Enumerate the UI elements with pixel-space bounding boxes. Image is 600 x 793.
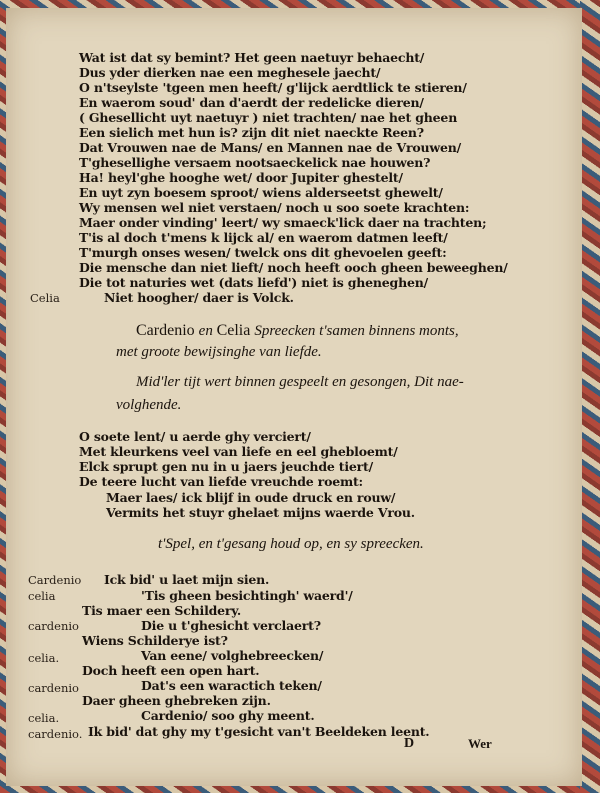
- stage-direction: Cardenio en Celia Spreecken t'samen binnens monts,: [136, 322, 459, 339]
- dialogue-line: Tis maer een Schildery.: [82, 603, 242, 618]
- verse-line: Dus yder dierken nae een meghesele jaecht/: [79, 65, 381, 80]
- speaker-cardenio: Cardenio: [28, 573, 82, 587]
- song-line: Elck sprupt gen nu in u jaers jeuchde tiert/: [79, 459, 373, 474]
- verse-line: T'murgh onses wesen/ twelck ons dit ghevoelen geeft:: [79, 245, 447, 260]
- dialogue-line: Doch heeft een open hart.: [82, 663, 260, 678]
- dialogue-line: Van eene/ volghebreecken/: [141, 648, 324, 663]
- song-line: De teere lucht van liefde vreuchde roemt:: [79, 474, 363, 489]
- dialogue-line: 'Tis gheen besichtingh' waerd'/: [141, 588, 353, 603]
- stage-direction: t'Spel, en t'gesang houd op, en sy spreecken.: [158, 536, 424, 552]
- verse-line: En waerom soud' dan d'aerdt der redelicke dieren/: [79, 95, 424, 110]
- verse-line: Die mensche dan niet lieft/ noch heeft ooch gheen beweeghen/: [79, 260, 508, 275]
- stage-direction: volghende.: [116, 397, 182, 413]
- dialogue-line: Niet hoogher/ daer is Volck.: [104, 290, 294, 305]
- speaker-cardenio: cardenio.: [28, 727, 83, 741]
- dialogue-line: Ick bid' u laet mijn sien.: [104, 572, 270, 587]
- speaker-celia: Celia: [30, 291, 60, 305]
- dialogue-line: Ik bid' dat ghy my t'gesicht van't Beeldeken leent.: [88, 724, 430, 739]
- speaker-celia: celia.: [28, 651, 60, 665]
- verse-line: Maer onder vinding' leert/ wy smaeck'lick daer na trachten;: [79, 215, 487, 230]
- verse-line: O n'tseylste 'tgeen men heeft/ g'lijck aerdtlick te stieren/: [79, 80, 467, 95]
- speaker-cardenio: cardenio: [28, 619, 79, 633]
- signature-mark: D: [404, 736, 415, 751]
- song-line: Maer laes/ ick blijf in oude druck en rouw/: [106, 490, 396, 505]
- verse-line: Wy mensen wel niet verstaen/ noch u soo soete krachten:: [79, 200, 470, 215]
- dialogue-line: Dat's een waractich teken/: [141, 678, 322, 693]
- marbled-edge-right: [580, 0, 600, 793]
- stage-direction: met groote bewijsinghe van liefde.: [116, 344, 322, 360]
- speaker-cardenio: cardenio: [28, 681, 79, 695]
- verse-line: Wat ist dat sy bemint? Het geen naetuyr behaecht/: [79, 50, 425, 65]
- book-page: [6, 8, 582, 786]
- stage-direction: Mid'ler tijt wert binnen gespeelt en gesongen, Dit nae-: [136, 374, 464, 390]
- verse-line: Dat Vrouwen nae de Mans/ en Mannen nae de Vrouwen/: [79, 140, 461, 155]
- speaker-celia: celia.: [28, 711, 60, 725]
- speaker-celia: celia: [28, 589, 56, 603]
- verse-line: ( Ghesellicht uyt naetuyr ) niet trachten/ nae het gheen: [79, 110, 458, 125]
- verse-line: T'ghesellighe versaem nootsaeckelick nae houwen?: [79, 155, 431, 170]
- catchword: Wer: [468, 736, 492, 751]
- dialogue-line: Cardenio/ soo ghy meent.: [141, 708, 315, 723]
- song-line: O soete lent/ u aerde ghy verciert/: [79, 429, 311, 444]
- song-line: Vermits het stuyr ghelaet mijns waerde Vrou.: [106, 505, 415, 520]
- verse-line: Een sielich met hun is? zijn dit niet naeckte Reen?: [79, 125, 424, 140]
- dialogue-line: Wiens Schilderye ist?: [82, 633, 228, 648]
- verse-line: T'is al doch t'mens k lijck al/ en waerom datmen leeft/: [79, 230, 448, 245]
- verse-line: En uyt zyn boesem sproot/ wiens alderseetst ghewelt/: [79, 185, 443, 200]
- verse-line: Die tot naturies wet (dats liefd') niet is gheneghen/: [79, 275, 428, 290]
- verse-line: Ha! heyl'ghe hooghe wet/ door Jupiter ghestelt/: [79, 170, 403, 185]
- song-line: Met kleurkens veel van liefe en eel ghebloemt/: [79, 444, 398, 459]
- dialogue-line: Die u t'ghesicht verclaert?: [141, 618, 321, 633]
- dialogue-line: Daer gheen ghebreken zijn.: [82, 693, 271, 708]
